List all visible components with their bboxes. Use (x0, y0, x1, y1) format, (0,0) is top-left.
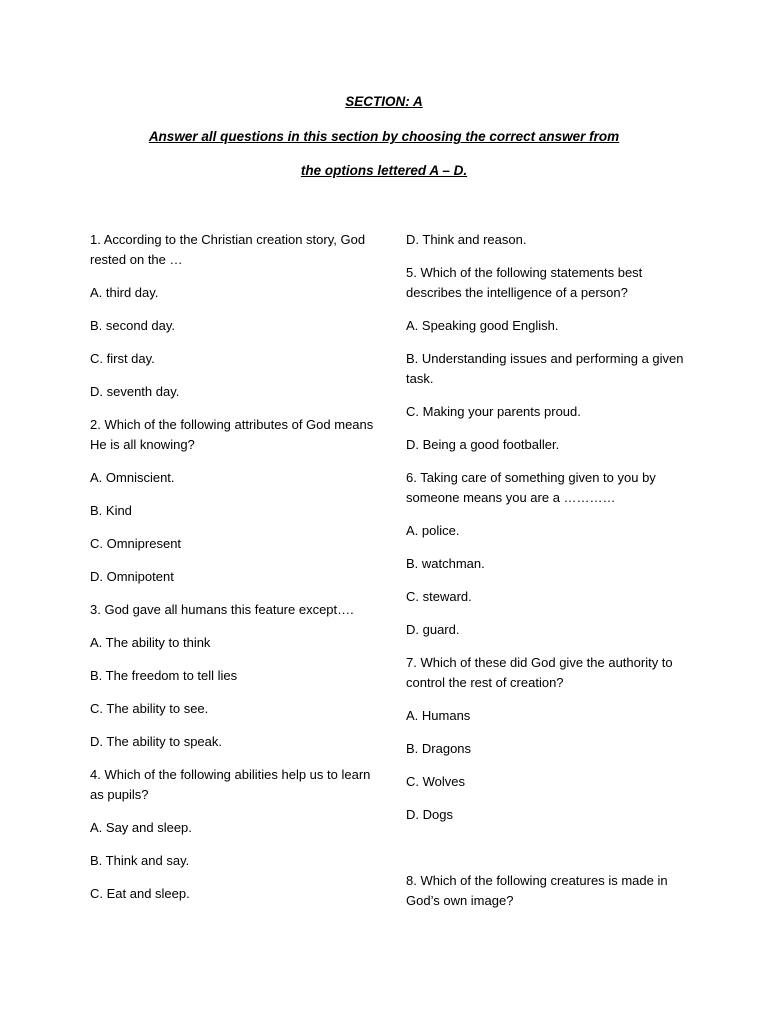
option-2b: B. Kind (90, 503, 132, 518)
option-1d: D. seventh day. (90, 384, 180, 399)
option-7b: B. Dragons (406, 741, 472, 756)
blank-gap (406, 838, 688, 871)
question-7: 7. Which of these did God give the authority to control the rest of creation? (406, 655, 673, 690)
option-3d: D. The ability to speak. (90, 734, 222, 749)
option-6a: A. police. (406, 523, 460, 538)
question-2: 2. Which of the following attributes of God means He is all knowing? (90, 417, 374, 452)
question-4: 4. Which of the following abilities help us to learn as pupils? (90, 767, 371, 802)
option-5c: C. Making your parents proud. (406, 404, 581, 419)
option-3c: C. The ability to see. (90, 701, 209, 716)
right-column (406, 230, 688, 924)
option-5b: B. Understanding issues and performing a given task. (406, 351, 684, 386)
question-1: 1. According to the Christian creation story, God rested on the … (90, 232, 366, 267)
option-1a: A. third day. (90, 285, 159, 300)
option-6d: D. guard. (406, 622, 460, 637)
section-title: SECTION: A (345, 94, 423, 109)
instruction-line-2: the options lettered A – D. (300, 163, 468, 178)
option-4a: A. Say and sleep. (90, 820, 192, 835)
option-1c: C. first day. (90, 351, 155, 366)
question-6: 6. Taking care of something given to you by someone means you are a ………… (406, 470, 656, 505)
instruction-line-1: Answer all questions in this section by choosing the correct answer from (148, 129, 620, 144)
option-7a: A. Humans (406, 708, 471, 723)
question-3: 3. God gave all humans this feature except…. (90, 602, 354, 617)
option-2a: A. Omniscient. (90, 470, 175, 485)
left-column (90, 230, 382, 917)
option-5d: D. Being a good footballer. (406, 437, 560, 452)
option-4d: D. Think and reason. (406, 232, 527, 247)
option-4b: B. Think and say. (90, 853, 190, 868)
option-3a: A. The ability to think (90, 635, 211, 650)
option-6c: C. steward. (406, 589, 472, 604)
option-6b: B. watchman. (406, 556, 485, 571)
option-7c: C. Wolves (406, 774, 465, 789)
question-5: 5. Which of the following statements best describes the intelligence of a person? (406, 265, 643, 300)
option-3b: B. The freedom to tell lies (90, 668, 238, 683)
option-2c: C. Omnipresent (90, 536, 182, 551)
option-1b: B. second day. (90, 318, 176, 333)
option-5a: A. Speaking good English. (406, 318, 559, 333)
question-8: 8. Which of the following creatures is made in God’s own image? (406, 873, 668, 908)
option-7d: D. Dogs (406, 807, 453, 822)
option-4c: C. Eat and sleep. (90, 886, 190, 901)
option-2d: D. Omnipotent (90, 569, 174, 584)
